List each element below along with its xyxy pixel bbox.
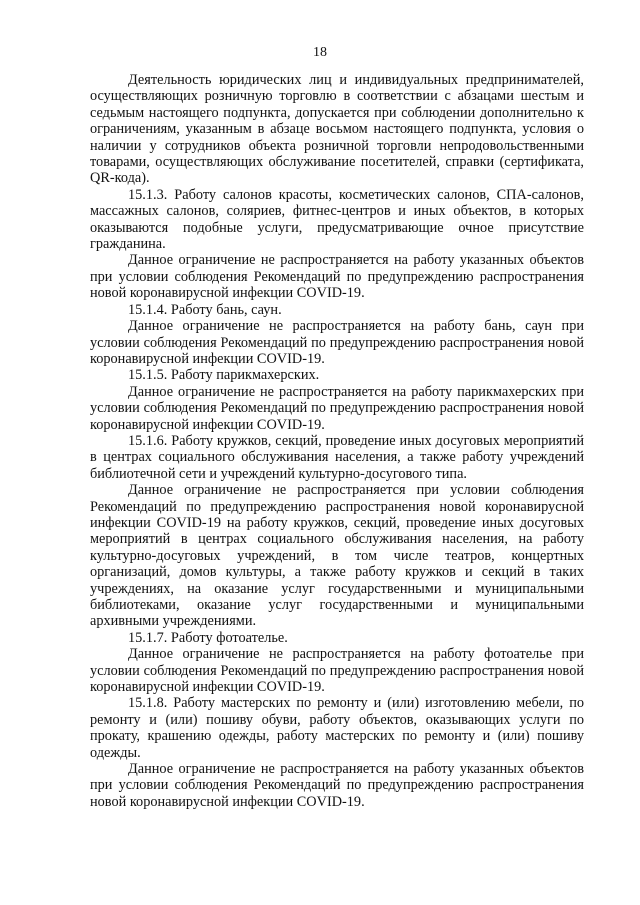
paragraph-15-1-5-exception: Данное ограничение не распространяется на работу парикмахерских при условии соблюдения Рекомендаций по предупреждению распространения новой коронавирусной инфекции COVID-19. — [90, 383, 584, 433]
paragraph-15-1-8-repair-shops: 15.1.8. Работу мастерских по ремонту и (или) изготовлению мебели, по ремонту и (или) пошиву обуви, работу объектов, оказывающих услуги по прокату, крашению одежды, работу мастерских по ремонту и (или) пошиву одежды. — [90, 695, 584, 761]
paragraph-15-1-6-clubs: 15.1.6. Работу кружков, секций, проведение иных досуговых мероприятий в центрах социального обслуживания населения, а также работу учреждений библиотечной сети и учреждений культурно-досугового типа. — [90, 432, 584, 482]
paragraph-15-1-6-exception: Данное ограничение не распространяется при условии соблюдения Рекомендаций по предупреждению распространения новой коронавирусной инфекции COVID-19 на работу кружков, секций, проведение иных досуговых мероприятий в центрах социального обслуживания населения, на работу культурно-досуговых учреждений, в том числе театров, концертных организаций, домов культуры, а также работу кружков и секций в таких учреждениях, на оказание услуг государственными и муниципальными библиотеками, оказание услуг государственными и муниципальными архивными учреждениями. — [90, 482, 584, 630]
paragraph-15-1-7-exception: Данное ограничение не распространяется на работу фотоателье при условии соблюдения Рекомендаций по предупреждению распространения новой коронавирусной инфекции COVID-19. — [90, 646, 584, 696]
paragraph-15-1-4-exception: Данное ограничение не распространяется на работу бань, саун при условии соблюдения Рекомендаций по предупреждению распространения новой коронавирусной инфекции COVID-19. — [90, 318, 584, 367]
paragraph-15-1-7-photo-studios: 15.1.7. Работу фотоателье. — [128, 629, 288, 646]
paragraph-15-1-5-hairdressers: 15.1.5. Работу парикмахерских. — [128, 367, 320, 384]
paragraph-retail-certificate: Деятельность юридических лиц и индивидуальных предпринимателей, осуществляющих розничную торговлю в соответствии с абзацами шестым и седьмым настоящего подпункта, допускается при соблюдении дополнительно к ограничениям, указанным в абзаце восьмом настоящего подпункта, условия о наличии у сотрудников объекта розничной торговли непродовольственными товарами, осуществляющих обслуживание посетителей, справки (сертификата, QR-кода). — [90, 72, 584, 187]
paragraph-15-1-3-exception: Данное ограничение не распространяется на работу указанных объектов при условии соблюдения Рекомендаций по предупреждению распространения новой коронавирусной инфекции COVID-19. — [90, 252, 584, 302]
page-number: 18 — [313, 45, 327, 60]
document-body — [90, 72, 584, 810]
paragraph-15-1-4-baths: 15.1.4. Работу бань, саун. — [128, 301, 282, 318]
paragraph-15-1-8-exception: Данное ограничение не распространяется на работу указанных объектов при условии соблюдения Рекомендаций по предупреждению распространения новой коронавирусной инфекции COVID-19. — [90, 761, 584, 810]
paragraph-15-1-3-beauty-salons: 15.1.3. Работу салонов красоты, косметических салонов, СПА-салонов, массажных салонов, соляриев, фитнес-центров и иных объектов, в которых оказываются подобные услуги, предусматривающие очное присутствие гражданина. — [90, 186, 584, 253]
